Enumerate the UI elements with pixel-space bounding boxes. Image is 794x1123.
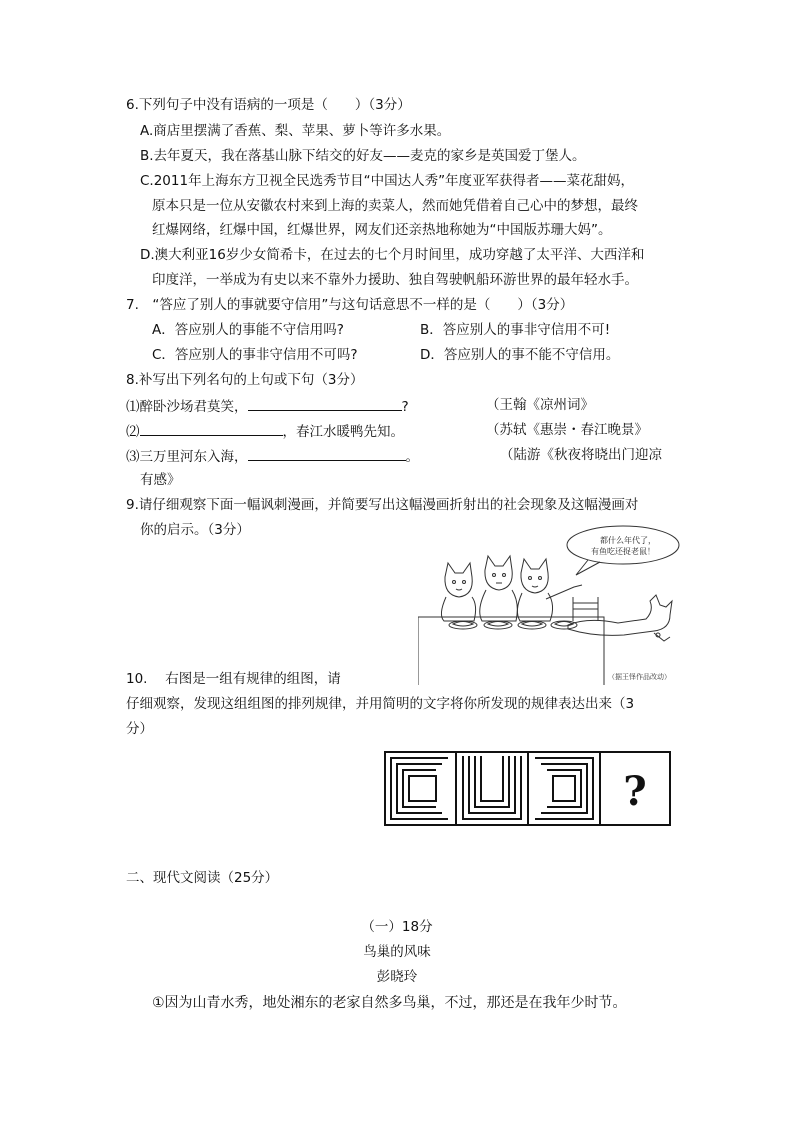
- q6-option-a: A.商店里摆满了香蕉、梨、苹果、萝卜等许多水果。: [140, 123, 451, 139]
- q6-option-d-line2: 印度洋，一举成为有史以来不靠外力援助、独自驾驶帆船环游世界的最年轻水手。: [152, 272, 638, 288]
- speech-bubble: [567, 526, 679, 564]
- q6-option-c-line2: 原本只是一位从安徽农村来到上海的卖菜人，然而她凭借着自己心中的梦想，最终: [152, 198, 638, 214]
- q8-line1-text: ⑴醉卧沙场君莫笑，: [126, 399, 248, 415]
- q10-stem-line3: 分）: [126, 721, 153, 737]
- satire-cartoon: [418, 525, 680, 685]
- q6-option-b: B.去年夏天，我在落基山脉下结交的好友——麦克的家乡是英国爱丁堡人。: [140, 148, 586, 164]
- pattern-box-3: [535, 758, 593, 819]
- q8-line1-blank[interactable]: [248, 396, 402, 411]
- section2-sub: （一）18分: [361, 919, 433, 935]
- q8-line1-end: ?: [401, 399, 409, 415]
- q10-stem-line1: 10. 右图是一组有规律的组图，请: [126, 671, 341, 687]
- speech-bubble-line1: 都什么年代了，: [600, 536, 656, 545]
- q8-line2-blank[interactable]: [140, 421, 283, 436]
- q6-stem: 6.下列句子中没有语病的一项是（ ）（3分）: [126, 97, 411, 113]
- q9-stem-line1: 9.请仔细观察下面一幅讽刺漫画，并简要写出这幅漫画折射出的社会现象及这幅漫画对: [126, 497, 639, 513]
- q8-line1: [126, 396, 409, 416]
- pattern-box-2: [463, 756, 521, 819]
- q8-line3-source: （陆游《秋夜将晓出门迎凉: [500, 447, 662, 463]
- passage-title: 鸟巢的风味: [363, 944, 431, 960]
- pattern-box-1: [391, 758, 448, 819]
- q6-option-c-line3: 红爆网络，红爆中国，红爆世界，网友们还亲热地称她为“中国版苏珊大妈”。: [152, 222, 612, 238]
- pattern-figure: [384, 751, 671, 826]
- passage-paragraph-1: ①因为山青水秀，地处湘东的老家自然多鸟巢，不过，那还是在我年少时节。: [152, 995, 627, 1011]
- q10-stem-line2: 仔细观察，发现这组组图的排列规律，并用简明的文字将你所发现的规律表达出来（3: [126, 696, 635, 712]
- cartoon-credit: （据王怿作品改动）: [608, 673, 671, 681]
- q8-line2-end: ，春江水暖鸭先知。: [282, 424, 404, 440]
- cat-left: [441, 563, 475, 621]
- q8-line1-source: （王翰《凉州词》: [486, 397, 594, 413]
- q8-line3-blank[interactable]: [248, 446, 406, 461]
- cat-diving: [568, 595, 672, 641]
- q8-line3-end: 。: [405, 449, 419, 465]
- speech-bubble-line2: 有鱼吃还捉老鼠！: [591, 547, 655, 556]
- fish-plates: [449, 621, 577, 629]
- cat-middle-left: [480, 556, 518, 621]
- pattern-question-mark: ?: [623, 768, 647, 815]
- q9-stem-line2: 你的启示。（3分）: [140, 522, 250, 538]
- passage-author: 彭晓玲: [376, 969, 418, 985]
- q8-line3: [126, 446, 419, 466]
- q8-line2: [126, 421, 404, 441]
- q6-option-d-line1: D.澳大利亚16岁少女简希卡，在过去的七个月时间里，成功穿越了太平洋、大西洋和: [140, 247, 645, 263]
- q7-option-b: B．答应别人的事非守信用不可!: [420, 322, 611, 338]
- table: [418, 617, 604, 685]
- q8-line3-text: ⑶三万里河东入海，: [126, 449, 248, 465]
- q8-stem: 8.补写出下列名句的上句或下句（3分）: [126, 372, 364, 388]
- q7-option-c: C．答应别人的事非守信用不可吗?: [152, 347, 358, 363]
- q8-line2-text: ⑵: [126, 424, 140, 440]
- q8-line3-source-cont: 有感》: [140, 472, 181, 488]
- q7-stem: 7. “答应了别人的事就要守信用”与这句话意思不一样的是（ ）（3分）: [126, 297, 574, 313]
- section2-heading: 二、现代文阅读（25分）: [126, 870, 279, 886]
- q7-option-d: D．答应别人的事不能不守信用。: [420, 347, 620, 363]
- q7-option-a: A．答应别人的事能不守信用吗?: [152, 322, 344, 338]
- cat-pointing: [517, 559, 582, 621]
- q8-line2-source: （苏轼《惠崇・春江晚景》: [486, 422, 648, 438]
- q6-option-c-line1: C.2011年上海东方卫视全民选秀节目“中国达人秀”年度亚军获得者——菜花甜妈，: [140, 173, 635, 189]
